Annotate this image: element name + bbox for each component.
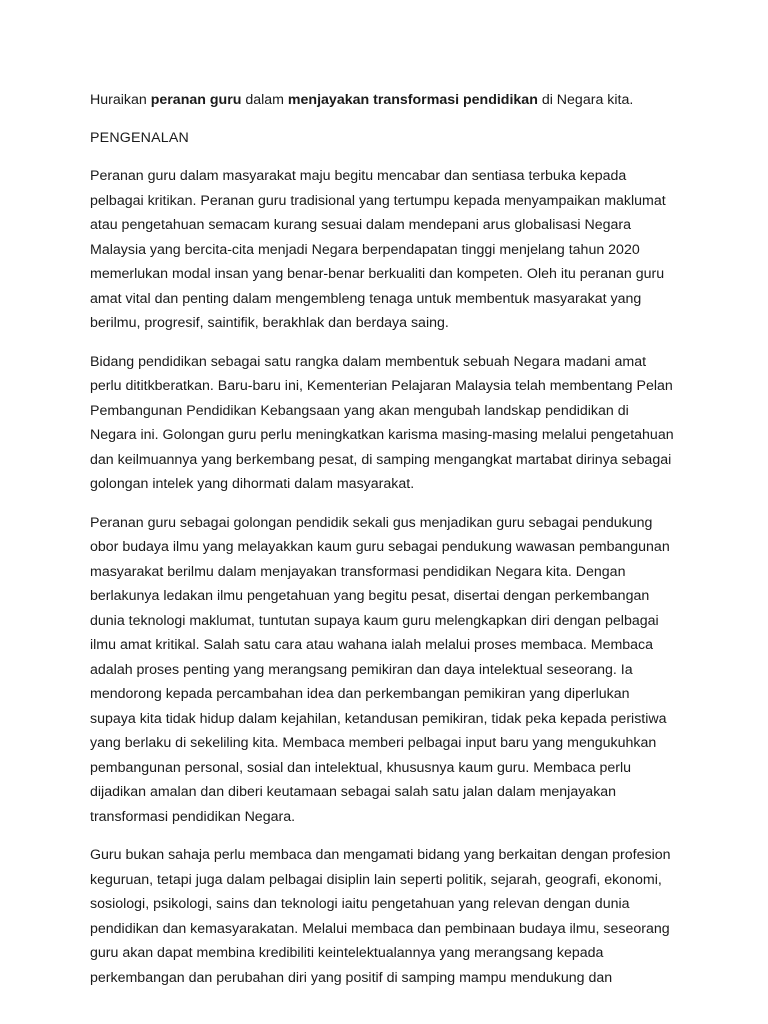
title-bold-transformasi: menjayakan transformasi pendidikan (287, 92, 538, 108)
paragraph-line: berlakunya ledakan ilmu pengetahuan yang begitu pesat, disertai dengan perkembangan (90, 588, 650, 604)
document-body (90, 88, 690, 990)
title-part: Huraikan (90, 92, 151, 108)
paragraph-line: memerlukan modal insan yang benar-benar berkualiti dan kompeten. Oleh itu peranan guru (90, 266, 665, 282)
paragraph-line: adalah proses penting yang merangsang pemikiran dan daya intelektual seseorang. Ia (90, 661, 633, 678)
paragraph-line: pelbagai kritikan. Peranan guru tradisional yang tertumpu kepada menyampaikan maklumat (90, 192, 666, 209)
paragraph-line: golongan intelek yang dihormati dalam masyarakat. (90, 476, 415, 492)
paragraph-line: Peranan guru dalam masyarakat maju begitu mencabar dan sentiasa terbuka kepada (90, 168, 627, 184)
paragraph-line: transformasi pendidikan Negara. (90, 808, 296, 825)
paragraph-line: Malaysia yang bercita-cita menjadi Negara berpendapatan tinggi menjelang tahun 2020 (90, 241, 640, 258)
title-part: dalam (241, 92, 288, 108)
paragraph-line: mendorong kepada percambahan idea dan perkembangan pemikiran yang diperlukan (90, 686, 630, 702)
paragraph-line: pembangunan personal, sosial dan intelektual, khususnya kaum guru. Membaca perlu (90, 759, 632, 776)
paragraph-1 (90, 164, 690, 336)
paragraph-line: keguruan, tetapi juga dalam pelbagai disiplin lain seperti politik, sejarah, geografi, ekonomi, (90, 871, 662, 888)
paragraph-line: Negara ini. Golongan guru perlu meningkatkan karisma masing-masing melalui pengetahuan (90, 427, 674, 443)
paragraph-line: Bidang pendidikan sebagai satu rangka dalam membentuk sebuah Negara madani amat (90, 353, 647, 370)
paragraph-line: Guru bukan sahaja perlu membaca dan mengamati bidang yang berkaitan dengan profesion (90, 847, 671, 863)
paragraph-line: berilmu, progresif, saintifik, berakhlak dan berdaya saing. (90, 315, 449, 331)
paragraph-line: guru akan dapat membina kredibiliti keintelektualannya yang merangsang kepada (90, 945, 604, 961)
paragraph-line: Peranan guru sebagai golongan pendidik sekali gus menjadikan guru sebagai pendukung (90, 514, 653, 531)
paragraph-line: perkembangan dan perubahan diri yang positif di samping mampu mendukung dan (90, 969, 613, 986)
paragraph-line: dijadikan amalan dan diberi keutamaan sebagai salah satu jalan dalam menjayakan (90, 784, 617, 800)
paragraph-line: perlu dititkberatkan. Baru-baru ini, Kementerian Pelajaran Malaysia telah membentang Pelan (90, 378, 673, 394)
document-title (90, 88, 690, 113)
paragraph-line: ilmu amat kritikal. Salah satu cara atau wahana ialah melalui proses membaca. Membaca (90, 637, 654, 653)
paragraph-line: sosiologi, psikologi, sains dan teknologi iaitu pengetahuan yang relevan dengan dunia (90, 896, 630, 912)
paragraph-2 (90, 350, 690, 497)
paragraph-line: dunia teknologi maklumat, tuntutan supaya kaum guru melengkapkan diri dengan pelbagai (90, 612, 659, 629)
paragraph-line: atau pengetahuan semacam kurang sesuai dalam mendepani arus globalisasi Negara (90, 217, 632, 233)
paragraph-line: pendidikan dan kemasyarakatan. Melalui membaca dan pembinaan budaya ilmu, seseorang (90, 920, 670, 937)
paragraph-line: yang berlaku di sekeliling kita. Membaca memberi pelbagai input baru yang mengukuhkan (90, 735, 657, 751)
paragraph-line: Pembangunan Pendidikan Kebangsaan yang akan mengubah landskap pendidikan di (90, 402, 629, 419)
title-part: di Negara kita. (537, 92, 634, 108)
paragraph-line: supaya kita tidak hidup dalam kejahilan, ketandusan pemikiran, tidak peka kepada peristiwa (90, 710, 667, 727)
paragraph-4 (90, 843, 690, 990)
paragraph-line: amat vital dan penting dalam mengembleng tenaga untuk membentuk masyarakat yang (90, 290, 642, 307)
paragraph-line: dan keilmuannya yang berkembang pesat, di samping mengangkat martabat dirinya sebagai (90, 451, 672, 468)
section-heading: PENGENALAN (90, 129, 189, 146)
paragraph-line: obor budaya ilmu yang melayakkan kaum guru sebagai pendukung wawasan pembangunan (90, 539, 670, 555)
paragraph-3 (90, 511, 690, 830)
title-bold-peranan-guru: peranan guru (150, 92, 242, 108)
paragraph-line: masyarakat berilmu dalam menjayakan transformasi pendidikan Negara kita. Dengan (90, 563, 626, 580)
paragraphs (90, 164, 690, 990)
